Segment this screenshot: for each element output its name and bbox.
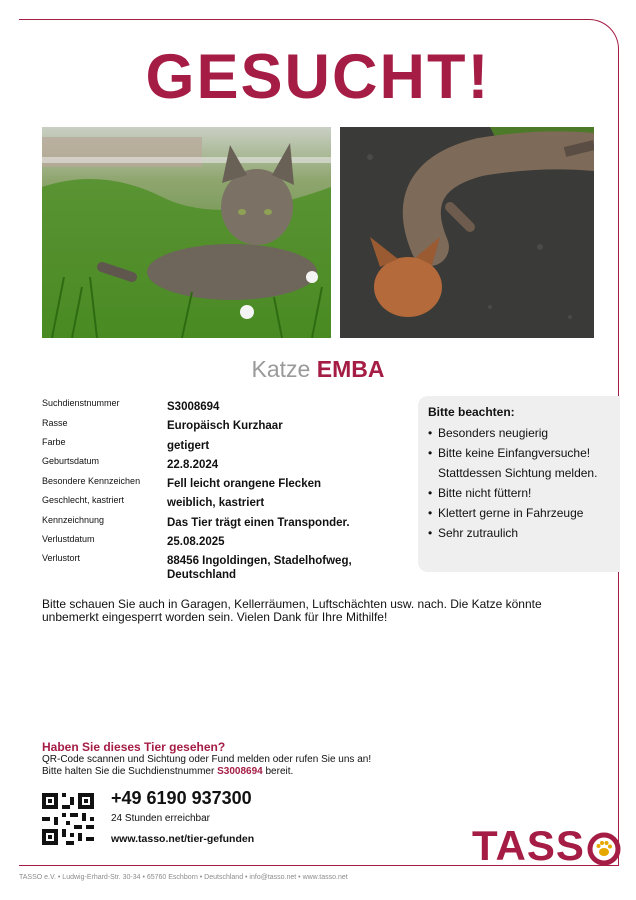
pet-title: [0, 356, 636, 383]
contact-instruction: QR-Code scannen und Sichtung oder Fund melden oder rufen Sie uns an!: [42, 754, 372, 765]
list-item: • Besonders neugierig: [428, 423, 610, 443]
notes-list: [428, 423, 610, 543]
phone-number[interactable]: +49 6190 937300: [111, 788, 252, 808]
detail-value: weiblich, kastriert: [167, 497, 265, 509]
animal-type: Katze: [251, 356, 311, 382]
availability-text: 24 Stunden erreichbar: [111, 813, 210, 824]
list-item: • Bitte nicht füttern!: [428, 483, 610, 503]
photo-cat-grass: [42, 127, 331, 338]
detail-value: Europäisch Kurzhaar: [167, 420, 283, 432]
detail-label: Verlustdatum: [42, 534, 95, 544]
detail-value: S3008694: [167, 401, 220, 413]
detail-label: Geschlecht, kastriert: [42, 495, 125, 505]
website-link[interactable]: www.tasso.net/tier-gefunden: [111, 833, 255, 845]
detail-label: Geburtsdatum: [42, 456, 100, 466]
notes-heading: Bitte beachten:: [428, 405, 515, 419]
reference-number: S3008694: [217, 766, 263, 777]
poster-title: GESUCHT!: [145, 42, 491, 112]
detail-label: Farbe: [42, 437, 66, 447]
detail-value: getigert: [167, 440, 210, 452]
contact-reference: [42, 766, 293, 777]
footer-address: TASSO e.V. • Ludwig-Erhard-Str. 30-34 • 65760 Eschborn • Deutschland • info@tasso.net • www.tasso.net: [19, 874, 348, 881]
detail-value: 22.8.2024: [167, 459, 219, 471]
photo-cat-pavement: [340, 127, 594, 338]
paw-icon: [586, 831, 622, 867]
list-item: • Bitte keine Einfangversuche! Stattdessen Sichtung melden.: [428, 443, 610, 483]
detail-value: 88456 Ingoldingen, Stadelhofweg, Deutschland: [167, 555, 352, 581]
detail-value: Fell leicht orangene Flecken: [167, 478, 322, 490]
detail-label: Rasse: [42, 418, 68, 428]
detail-value: 25.08.2025: [167, 536, 225, 548]
reference-suffix: bereit.: [265, 766, 294, 777]
detail-label: Suchdienstnummer: [42, 398, 120, 408]
detail-label: Verlustort: [42, 553, 81, 563]
list-item: • Sehr zutraulich: [428, 523, 610, 543]
animal-name: EMBA: [316, 356, 385, 382]
detail-label: Kennzeichnung: [42, 515, 105, 525]
tasso-logo: TASS: [472, 822, 585, 869]
notes-box: [418, 396, 620, 572]
appeal-text: Bitte schauen Sie auch in Garagen, Kellerräumen, Luftschächten usw. nach. Die Katze könnte unbemerkt eingesperrt worden sein. Vielen Dank für Ihre Mithilfe!: [42, 597, 542, 624]
qr-code-icon[interactable]: [42, 793, 94, 845]
reference-prefix: Bitte halten Sie die Suchdienstnummer: [42, 766, 215, 777]
list-item: • Klettert gerne in Fahrzeuge: [428, 503, 610, 523]
contact-heading: Haben Sie dieses Tier gesehen?: [42, 740, 226, 754]
detail-label: Besondere Kennzeichen: [42, 476, 141, 486]
detail-value: Das Tier trägt einen Transponder.: [167, 517, 350, 529]
